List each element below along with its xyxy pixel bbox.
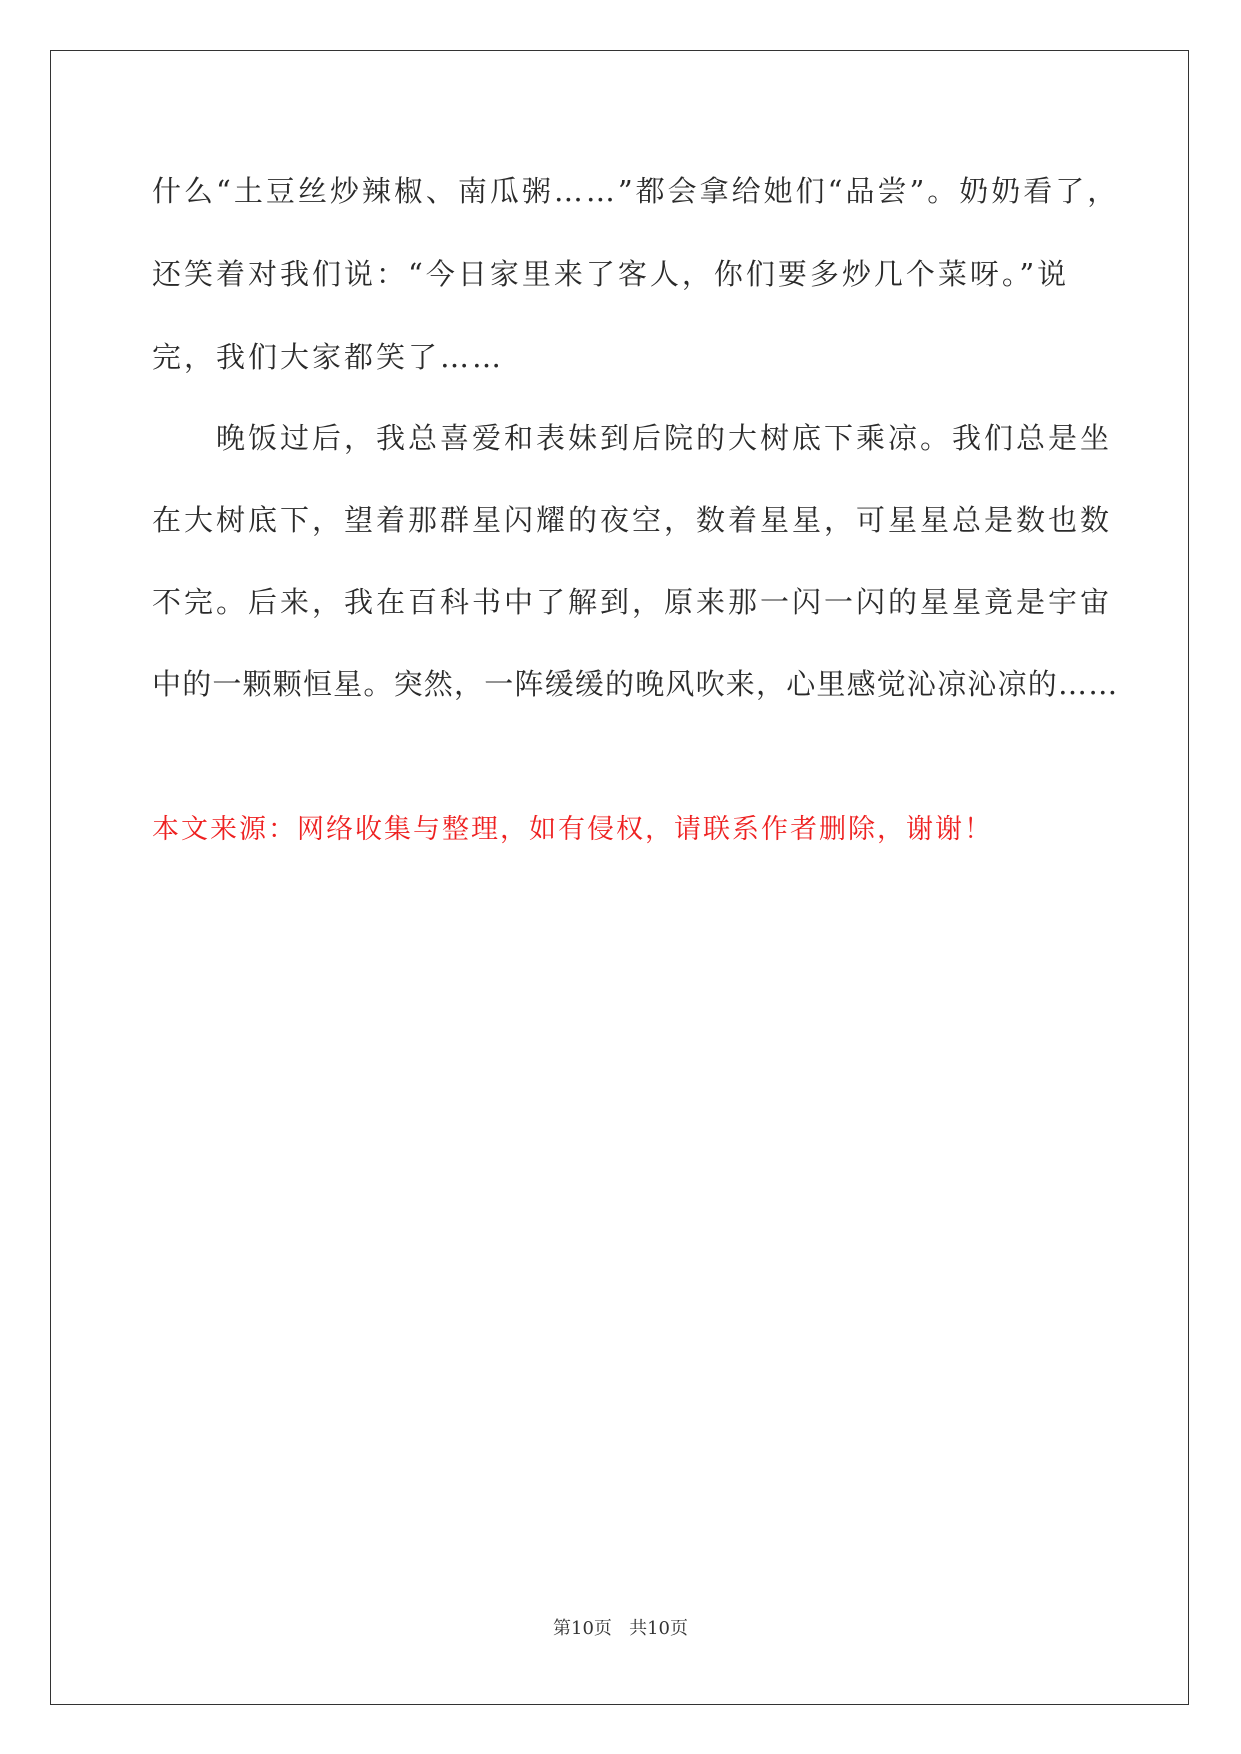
text-line-3: 完，我们大家都笑了…… — [152, 340, 505, 374]
text-line-1: 什么“土豆丝炒辣椒、南瓜粥……”都会拿给她们“品尝”。奶奶看了， — [152, 174, 1120, 208]
text-line-2: 还笑着对我们说：“今日家里来了客人，你们要多炒几个菜呀。”说 — [152, 257, 1070, 291]
text-line-6: 不完。后来，我在百科书中了解到，原来那一闪一闪的星星竟是宇宙 — [152, 585, 1113, 619]
text-line-7: 中的一颗颗恒星。突然，一阵缓缓的晚风吹来，心里感觉沁凉沁凉的…… — [152, 667, 1119, 701]
source-disclaimer: 本文来源：网络收集与整理，如有侵权，请联系作者删除，谢谢！ — [152, 814, 993, 845]
page-number-footer: 第10页 共10页 — [553, 1618, 688, 1639]
text-line-4-content: 晚饭过后，我总喜爱和表妹到后院的大树底下乘凉。我们总是坐 — [216, 421, 1113, 455]
page-border — [50, 50, 1189, 1705]
text-line-5: 在大树底下，望着那群星闪耀的夜空，数着星星，可星星总是数也数 — [152, 503, 1113, 537]
text-line-4 — [152, 419, 1113, 457]
